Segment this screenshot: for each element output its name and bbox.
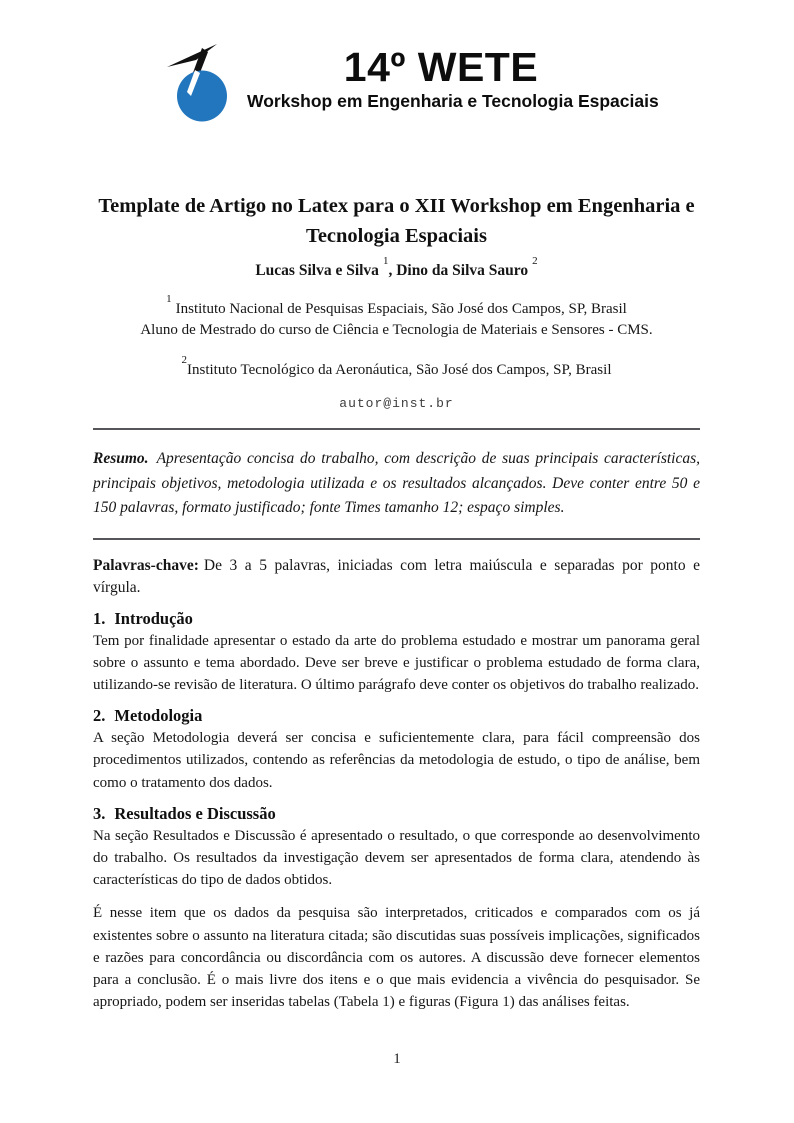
- section-2-number: 2.: [93, 706, 106, 726]
- affiliation-2-text: Instituto Tecnológico da Aeronáutica, São José dos Campos, SP, Brasil: [187, 362, 612, 379]
- affiliation-1-text: Instituto Nacional de Pesquisas Espaciais, São José dos Campos, SP, Brasil: [175, 301, 627, 318]
- logo-globe-arrow-icon: [158, 36, 234, 124]
- section-1-title: Introdução: [114, 608, 193, 628]
- event-logo: [93, 36, 700, 128]
- keywords-label: Palavras-chave:: [93, 556, 199, 574]
- author-1-affil-ref: 1: [382, 255, 389, 267]
- separator-rule-top: [93, 428, 700, 430]
- section-1-paragraph: Tem por finalidade apresentar o estado da arte do problema estudado e mostrar um panorama geral sobre o assunto e tema abordado. Deve ser breve e justificar o problema estudado de forma clara, utilizando-se revisão de literatura. O último parágrafo deve conter os objetivos do trabalho realizado.: [93, 632, 700, 694]
- section-3-paragraph-2: É nesse item que os dados da pesquisa são interpretados, criticados e comparados com os já existentes sobre o assunto na literatura citada; são discutidas suas possíveis implicações, significados e razões para concordância ou discordância com os autores. A discussão deve fornecer elementos para a conclusão. É o mais livre dos itens e o que mais evidencia a vivência do pesquisador. Se apropriado, podem ser inseridas tabelas (Tabela 1) e figuras (Figura 1) das análises feitas.: [93, 905, 700, 1011]
- affiliation-2: [93, 355, 700, 381]
- section-1-introducao: [93, 608, 700, 697]
- separator-rule-bottom: [93, 538, 700, 540]
- abstract: [93, 447, 700, 521]
- affiliation-1-marker: 1: [166, 293, 172, 306]
- contact-email: autor@inst.br: [339, 396, 454, 412]
- section-3-heading: [93, 803, 700, 824]
- abstract-label: Resumo.: [93, 450, 149, 468]
- affiliation-2-marker: 2: [181, 354, 188, 367]
- logo-globe: [177, 71, 227, 122]
- keywords-text: De 3 a 5 palavras, iniciadas com letra maiúscula e separadas por ponto e vírgula.: [93, 556, 700, 596]
- authors-separator: ,: [388, 262, 397, 280]
- affiliation-1-line-1: [93, 294, 700, 320]
- paper-title: Template de Artigo no Latex para o XII Workshop em Engenharia e Tecnologia Espaciais: [98, 195, 695, 247]
- author-2-affil-ref: 2: [532, 255, 538, 267]
- author-1-name: Lucas Silva e Silva: [255, 262, 379, 280]
- logo-arrowhead: [167, 44, 217, 67]
- section-1-number: 1.: [93, 608, 106, 628]
- section-1-heading: [93, 608, 700, 629]
- section-3-paragraph-1: Na seção Resultados e Discussão é apresentado o resultado, o que corresponde ao desenvolvimento do trabalho. Os resultados da investigação devem ser apresentados de forma clara, atendendo às características do tipo de dados obtidos.: [93, 827, 700, 889]
- logo-text-block: [247, 36, 659, 112]
- section-2-paragraph: A seção Metodologia deverá ser concisa e suficientemente clara, para fácil compreensão dos procedimentos utilizados, contendo as referências da metodologia de estudo, o tipo de análise, bem como o tratamento dos dados.: [93, 730, 700, 791]
- section-2-title: Metodologia: [114, 706, 203, 726]
- logo-subtitle: Workshop em Engenharia e Tecnologia Espaciais: [247, 91, 659, 111]
- section-2-metodologia: [93, 705, 700, 794]
- abstract-text: Apresentação concisa do trabalho, com descrição de suas principais características, principais objetivos, metodologia utilizada e os resultados alcançados. Deve conter entre 50 e 150 palavras, formato justificado; fonte Times tamanho 12; espaço simples.: [93, 450, 700, 517]
- logo-title: 14º WETE: [343, 44, 539, 90]
- affiliation-2-line-1: [93, 355, 700, 381]
- keywords: [93, 555, 700, 599]
- author-2-name: Dino da Silva Sauro: [396, 262, 529, 280]
- affiliation-1: [93, 294, 700, 341]
- section-3-number: 3.: [93, 803, 106, 823]
- section-3-title: Resultados e Discussão: [114, 803, 276, 823]
- authors-line: [93, 255, 700, 280]
- section-2-heading: [93, 705, 700, 726]
- section-3-resultados: [93, 803, 700, 1014]
- page-number: 1: [393, 1051, 401, 1067]
- affiliation-1-line-2: Aluno de Mestrado do curso de Ciência e Tecnologia de Materiais e Sensores - CMS.: [140, 322, 653, 339]
